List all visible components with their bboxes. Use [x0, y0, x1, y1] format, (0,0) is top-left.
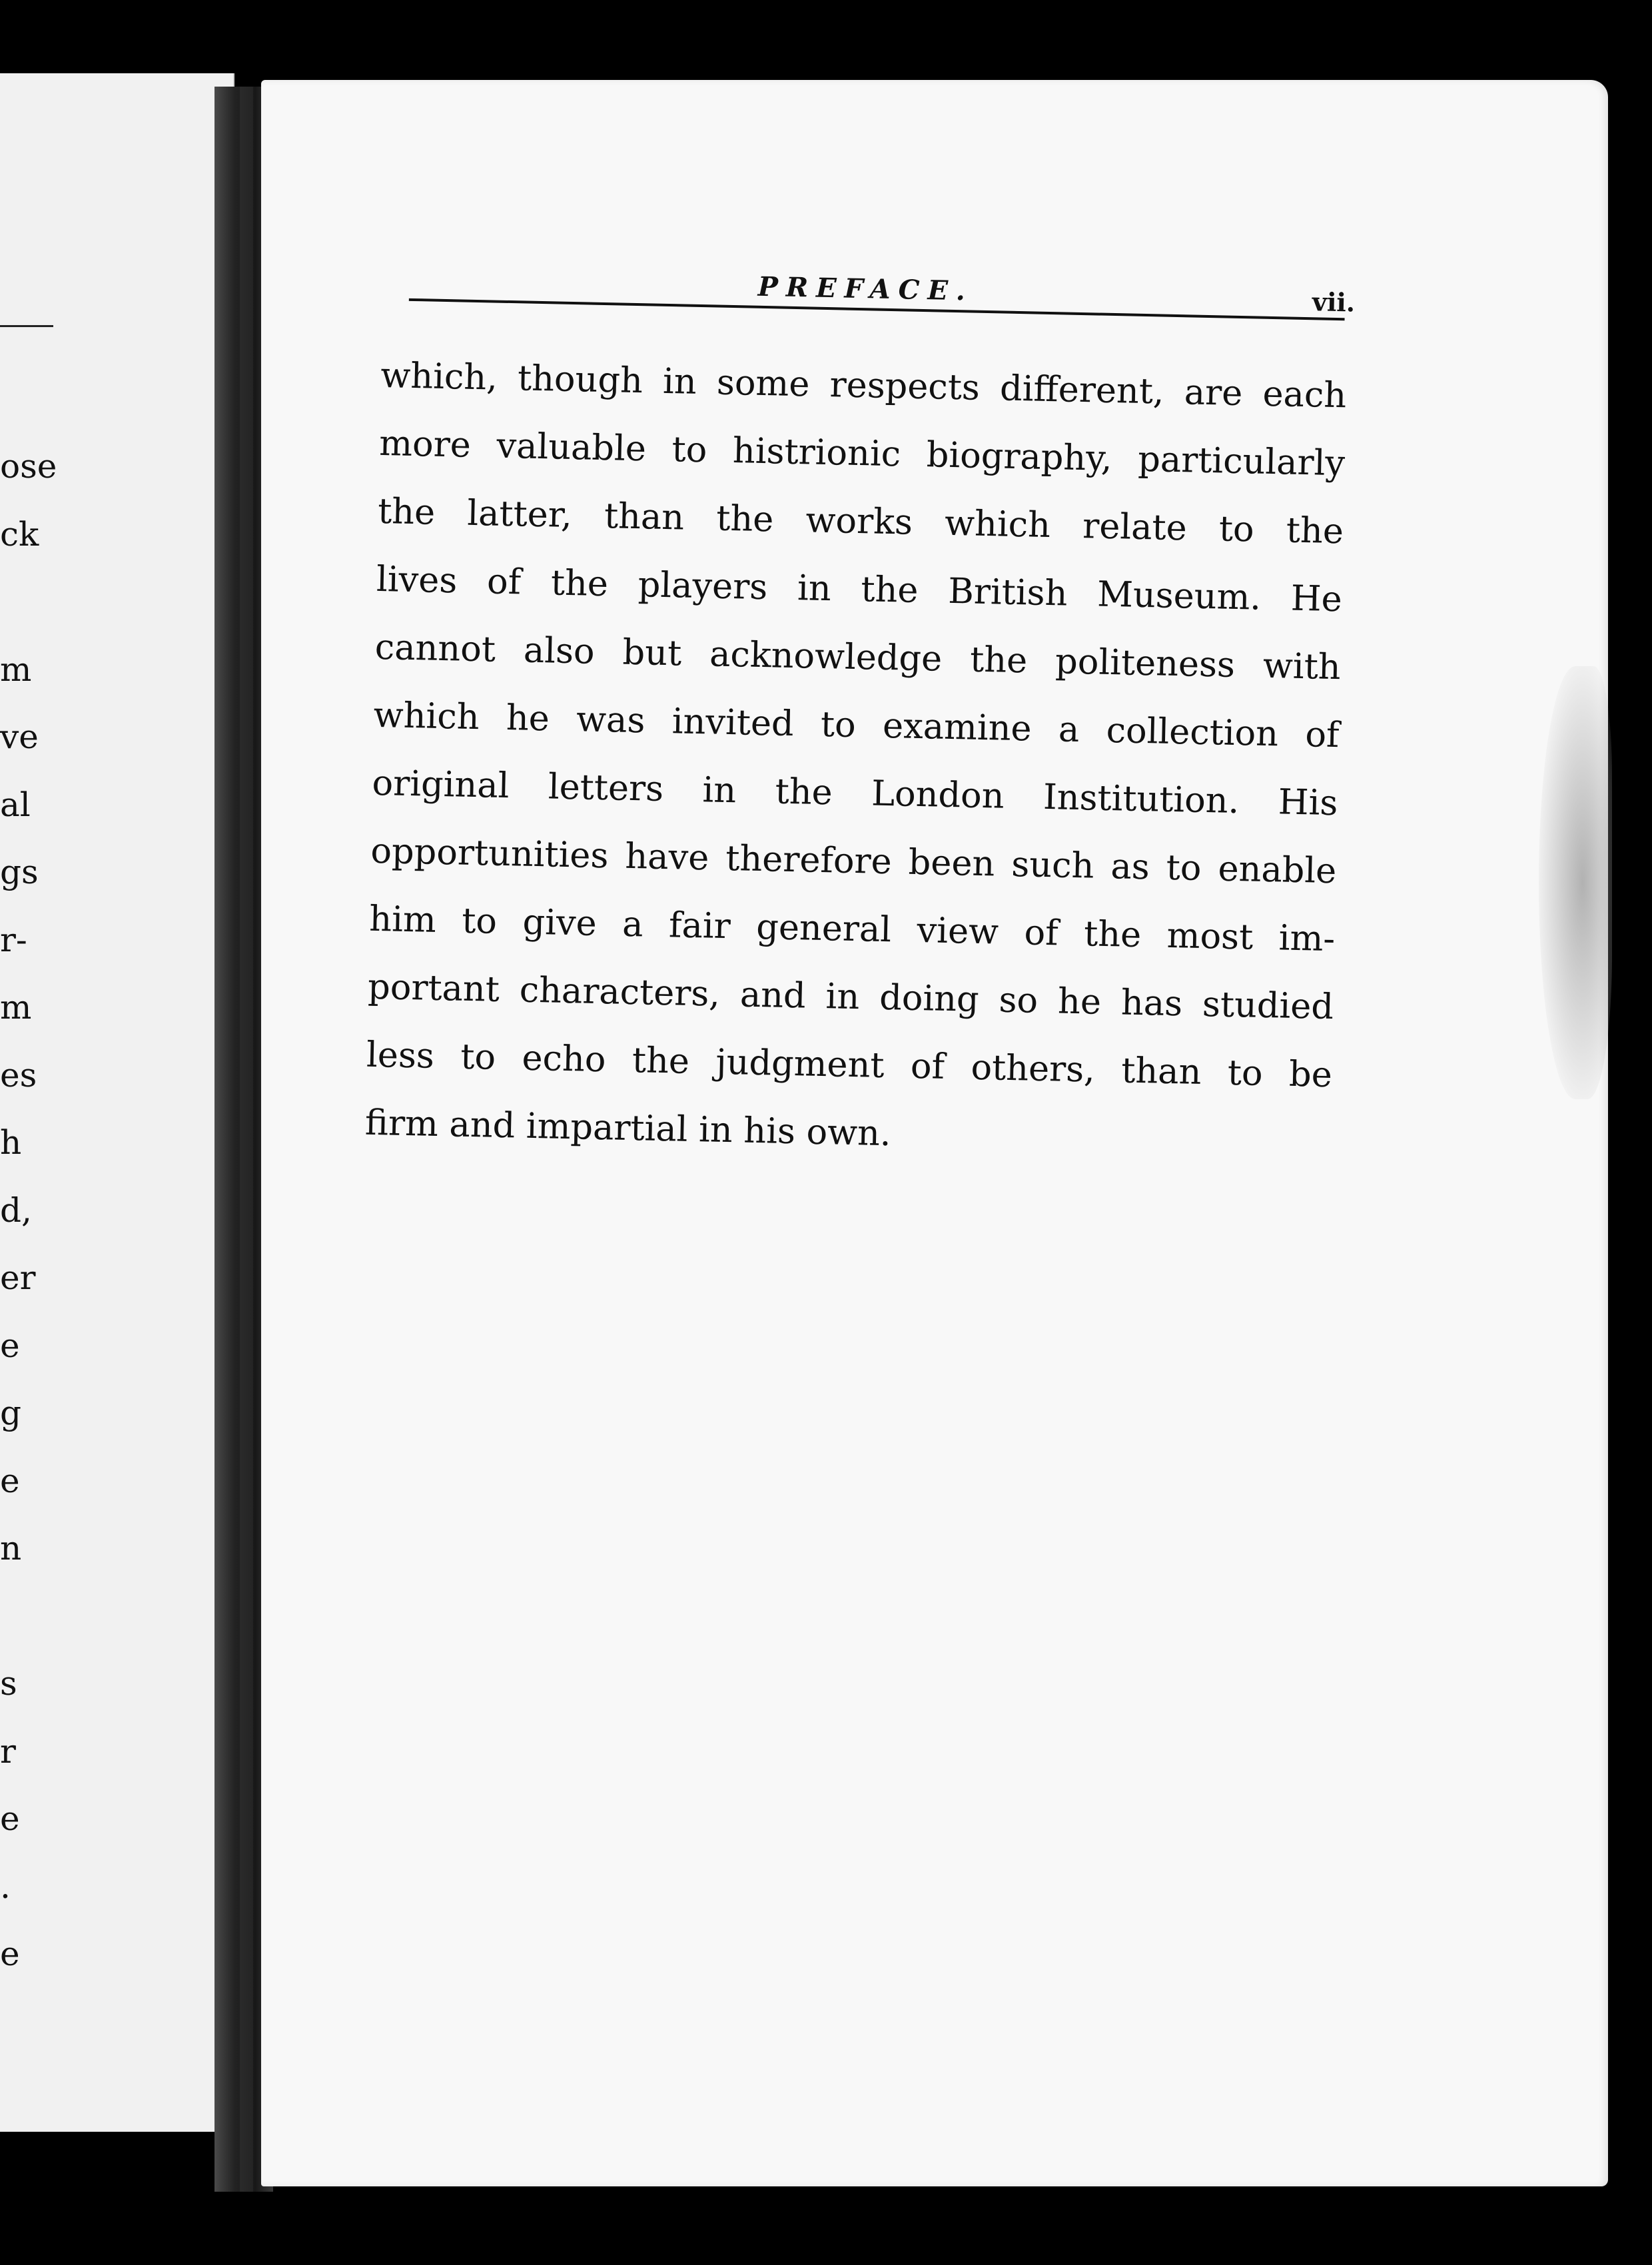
text-line: the latter, than the works which relate to the [377, 490, 1344, 552]
text-line: cannot also but acknowledge the politeness with [374, 626, 1342, 688]
text-line: original letters in the London Institution. His [372, 762, 1338, 824]
gutter-highlight [240, 87, 253, 2192]
text-line: lives of the players in the British Museum. He [376, 558, 1343, 620]
left-fragment: e [0, 1935, 20, 1973]
left-fragment: gs [0, 853, 39, 891]
text-line: portant characters, and in doing so he has studied [367, 966, 1334, 1028]
left-fragment: g [0, 1394, 22, 1432]
preface-paragraph [364, 342, 1347, 1177]
left-fragment: m [0, 650, 32, 689]
left-fragment [0, 568, 80, 636]
text-line: him to give a fair general view of the most im- [368, 898, 1336, 960]
running-head-title: PREFACE. [757, 270, 974, 307]
left-fragment: n [0, 1529, 22, 1568]
page-number: vii. [1312, 286, 1356, 318]
left-fragment: h [0, 1123, 22, 1162]
text-line: more valuable to histrionic biography, particularly [378, 422, 1346, 484]
left-fragment: es [0, 1055, 37, 1095]
left-fragment: ck [0, 514, 39, 554]
left-fragment: r [0, 1731, 16, 1771]
left-fragment: r- [0, 920, 27, 959]
previous-page-text-fragments [0, 433, 80, 1989]
left-fragment: ve [0, 717, 39, 756]
left-fragment: . [0, 1867, 11, 1906]
left-fragment: ose [0, 447, 57, 486]
left-fragment: s [0, 1664, 17, 1703]
left-fragment: e [0, 1326, 20, 1365]
page-edge-stain [1539, 666, 1612, 1099]
text-line: which he was invited to examine a collection of [373, 694, 1340, 756]
text-line: which, though in some respects different, are each [380, 354, 1347, 416]
left-fragment: al [0, 785, 31, 824]
left-fragment: er [0, 1258, 36, 1297]
previous-page-rule [0, 325, 53, 327]
left-fragment: e [0, 1799, 20, 1838]
left-fragment: e [0, 1461, 20, 1500]
left-fragment [0, 1583, 80, 1651]
text-line-last: firm and impartial in his own. [364, 1102, 892, 1154]
previous-page [0, 73, 234, 2132]
left-fragment: m [0, 988, 32, 1027]
left-fragment: d, [0, 1190, 32, 1230]
text-line: less to echo the judgment of others, than to be [366, 1034, 1333, 1096]
text-line: opportunities have therefore been such as to enable [370, 830, 1337, 892]
page-content [364, 263, 1356, 1177]
